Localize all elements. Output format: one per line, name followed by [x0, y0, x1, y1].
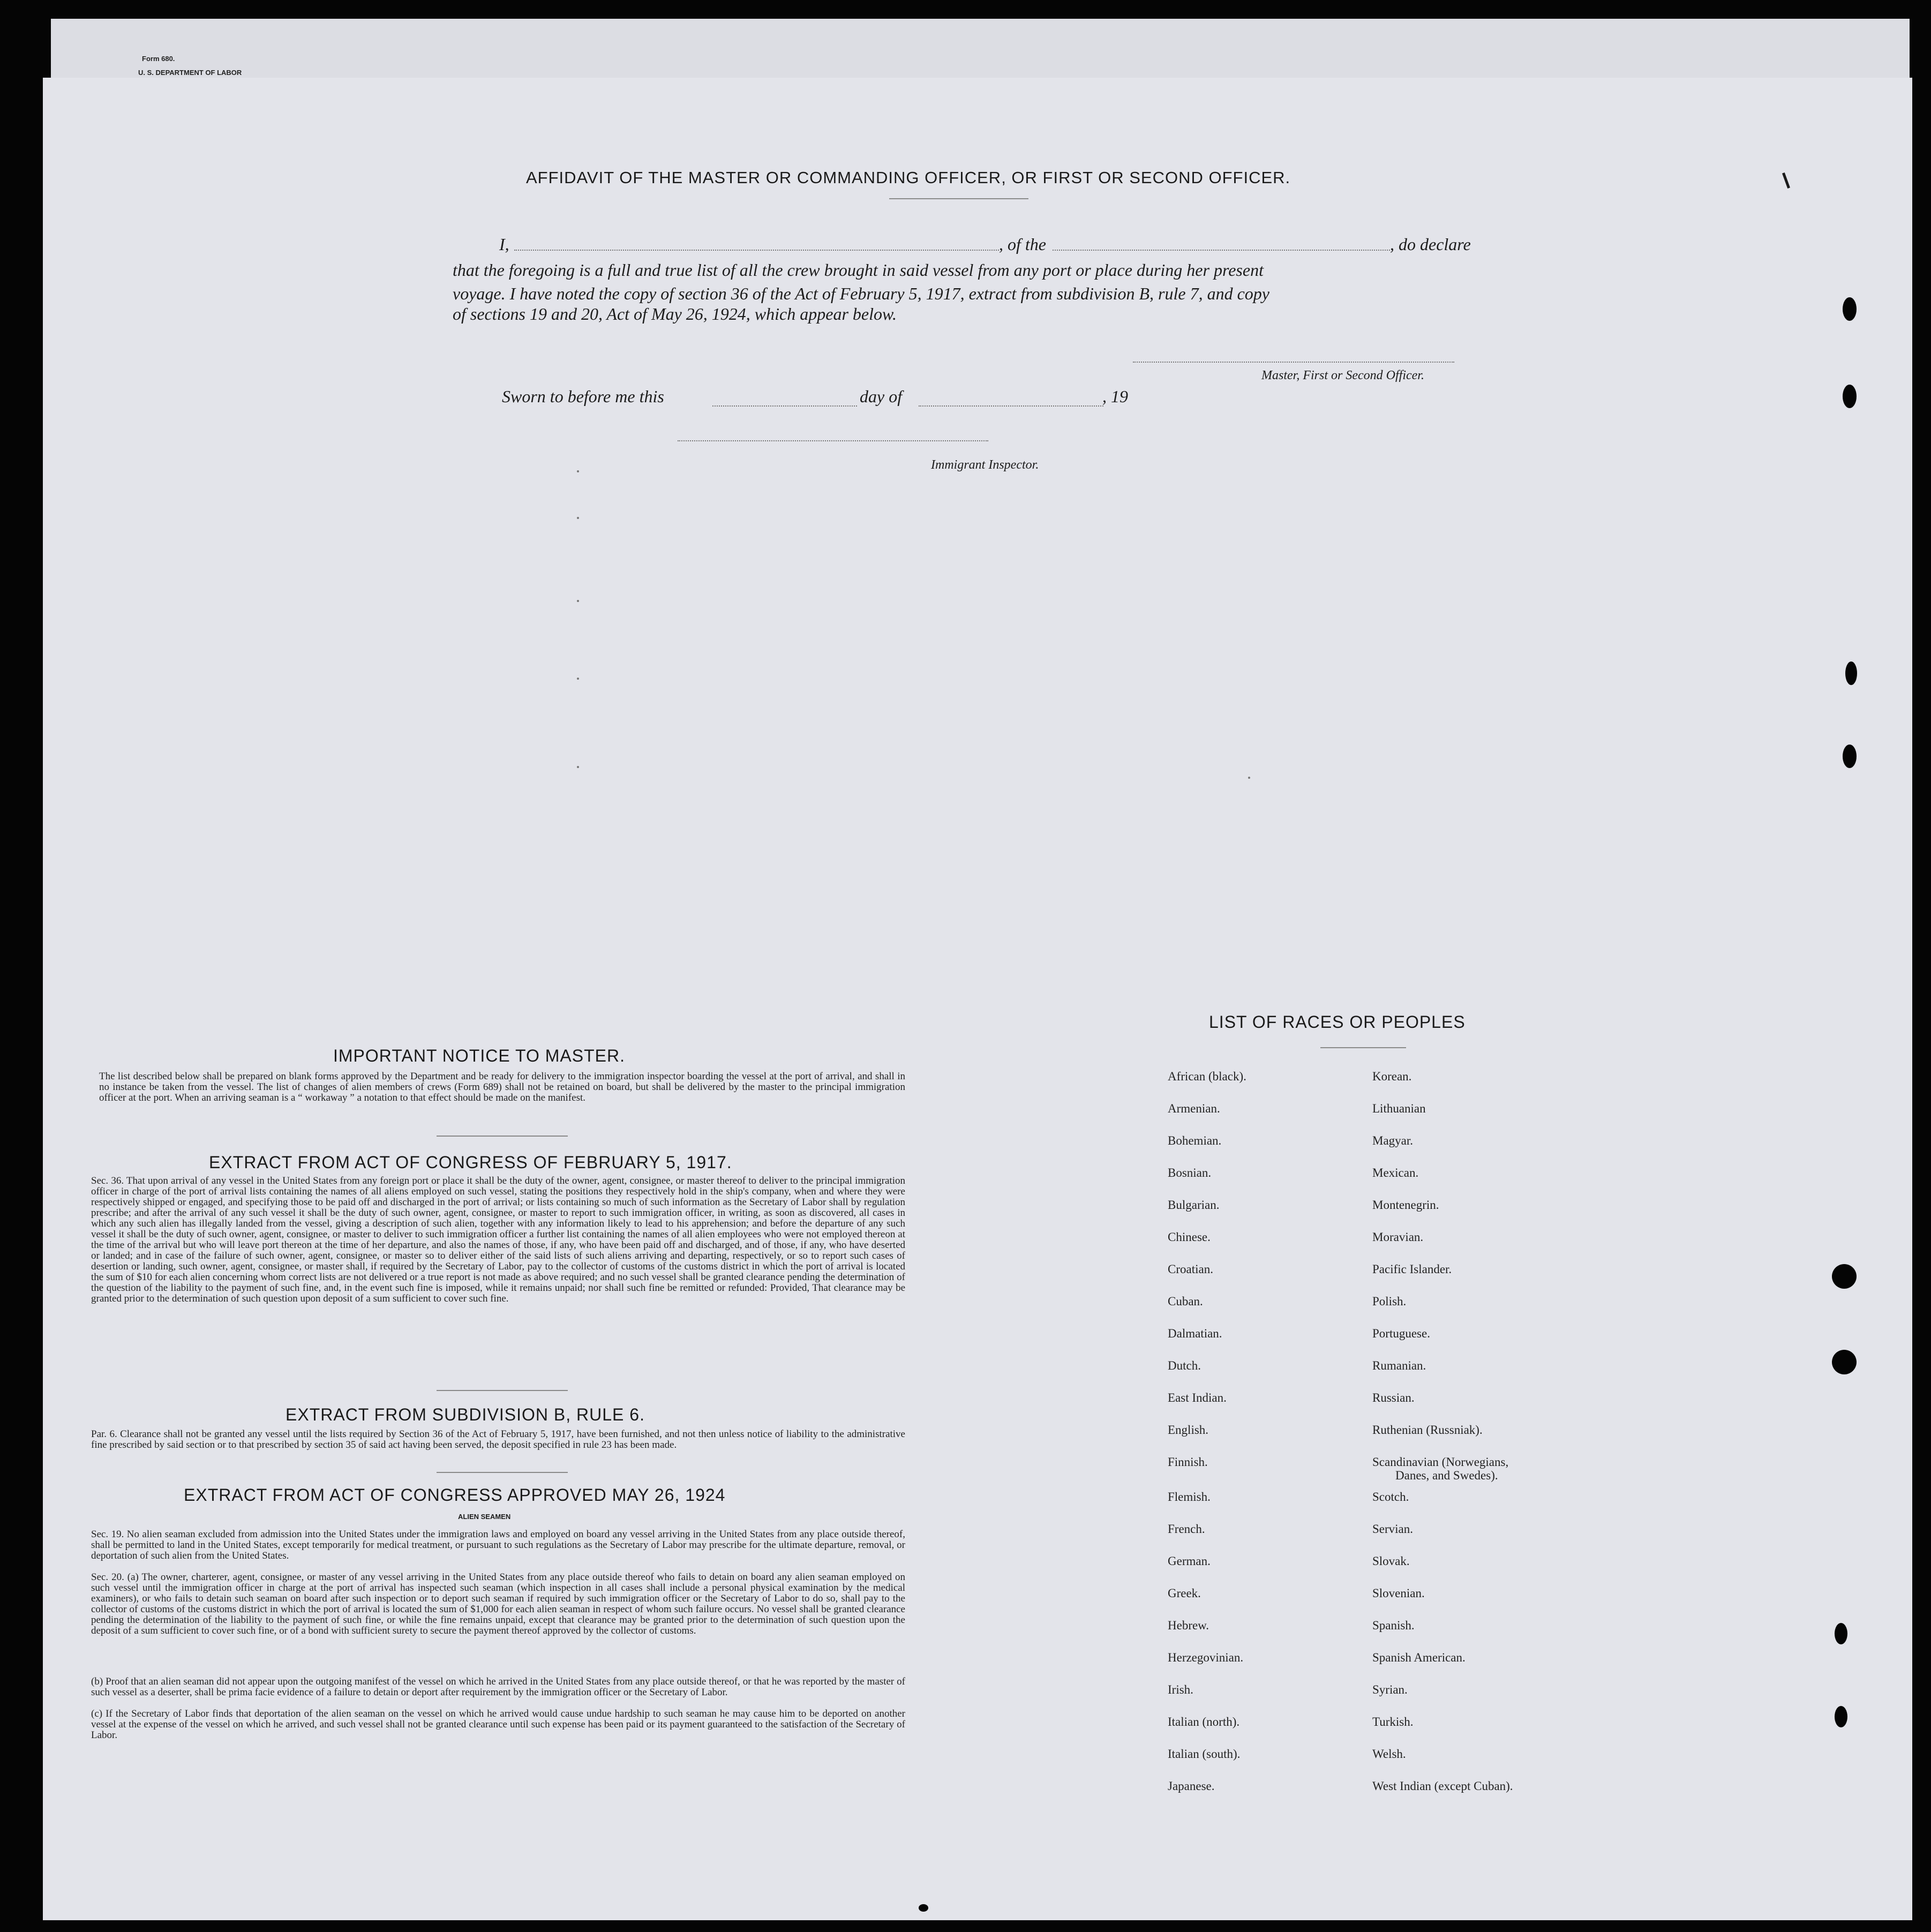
extract-1917-text: Sec. 36. That upon arrival of any vessel in the United States from any foreign port or place it shall be the duty of the owner, agent, consignee, or master thereof to deliver to the principal immigration officer in charge of the port of arrival lists containing the names of all aliens employed on such vessel, stating the positions they respectively hold in the ship's company, when and where they were respectively shipped or engaged, and specifying those to be paid off and discharged in the port of arrival; or lists containing so much of such information as the Secretary of Labor shall by regulation prescribe; and after the arrival of any such vessel it shall be the duty of such owner, agent, consignee, or master to report to such immigration officer, in writing, as soon as discovered, all cases in which any such alien has illegally landed from the vessel, giving a description of such alien, together with any information likely to lead to his apprehension; and before the departure of any such vessel it shall be the duty of such owner, agent, consignee, or master to deliver to such immigration officer a further list containing the names of all alien employees who were not employed thereon at the time of the arrival but who will leave port thereon at the time of her departure, and also the names of those, if any, who have been paid off and discharged, and of those, if any, who have deserted or landed; and in case of the failure of such owner, agent, consignee, or master so to deliver either of the said lists of such aliens arriving and departing, respectively, or so to report such cases of desertion or landing, such owner, agent, consignee, or master shall, if required by the Secretary of Labor, pay to the collector of customs of the customs district in which the port of arrival is located the sum of $10 for each alien concerning whom correct lists are not delivered or a true report is not made as above required; and no such vessel shall be granted clearance pending the determination of the question of the liability to the payment of such fine, and, in the event such fine is imposed, while it remains unpaid; nor shall such fine be remitted or refunded: Provided, That clearance may be granted prior to the determination of such question upon deposit of a sum sufficient to cover such fine. [91, 1175, 905, 1304]
divider [1320, 1047, 1406, 1048]
affidavit-body-line1: that the foregoing is a full and true list of all the crew brought in said vessel from any port or place during her present [453, 260, 1264, 280]
ink-mark [919, 1904, 928, 1912]
sec20b-text: (b) Proof that an alien seaman did not appear upon the outgoing manifest of the vessel on which he arrived in the United States from any place outside thereof, or that he was reported by the master of such vessel as a deserter, shall be prima facie evidence of a failure to detain or deport after requirement by the immigration officer or the Secretary of Labor. [91, 1676, 905, 1698]
divider [437, 1472, 568, 1473]
day-of-label: day of [860, 387, 903, 406]
affidavit-i: I, [499, 235, 509, 254]
day-blank [712, 405, 857, 407]
binder-hole [1843, 297, 1857, 321]
race-left-item: French. [1168, 1522, 1205, 1536]
race-left-item: Hebrew. [1168, 1619, 1209, 1632]
race-left-item: Herzegovinian. [1168, 1651, 1244, 1664]
race-left-item: German. [1168, 1554, 1211, 1568]
signature-blank [1133, 362, 1454, 363]
binder-hole [1845, 661, 1857, 685]
department-label: U. S. DEPARTMENT OF LABOR [138, 69, 242, 77]
race-left-item: Chinese. [1168, 1230, 1211, 1244]
race-right-item: Slovenian. [1372, 1587, 1425, 1600]
race-left-item: Croatian. [1168, 1262, 1213, 1276]
race-right-item: Pacific Islander. [1372, 1262, 1452, 1276]
speck [577, 517, 579, 519]
divider [889, 198, 1028, 199]
race-right-item: Russian. [1372, 1391, 1415, 1404]
race-right-item: Slovak. [1372, 1554, 1410, 1568]
name-blank [514, 250, 999, 251]
extract-1917-title: EXTRACT FROM ACT OF CONGRESS OF FEBRUARY 5, 1917. [209, 1153, 732, 1172]
race-right-item: Scotch. [1372, 1490, 1409, 1503]
speck [577, 766, 579, 768]
binder-hole [1832, 1264, 1857, 1289]
race-left-item: Dutch. [1168, 1359, 1201, 1372]
form-number: Form 680. [142, 55, 175, 63]
affidavit-title: AFFIDAVIT OF THE MASTER OR COMMANDING OFFICER, OR FIRST OR SECOND OFFICER. [526, 168, 1291, 187]
race-left-item: Greek. [1168, 1587, 1201, 1600]
race-right-continuation: Danes, and Swedes). [1395, 1469, 1498, 1482]
binder-hole [1843, 385, 1857, 408]
race-right-item: Moravian. [1372, 1230, 1424, 1244]
binder-hole [1835, 1706, 1847, 1727]
race-left-item: Flemish. [1168, 1490, 1211, 1503]
race-left-item: Bohemian. [1168, 1134, 1222, 1147]
vessel-blank [1053, 250, 1390, 251]
race-right-item: Scandinavian (Norwegians, [1372, 1455, 1509, 1469]
race-right-item: West Indian (except Cuban). [1372, 1779, 1513, 1793]
extract-rule6-text: Par. 6. Clearance shall not be granted any vessel until the lists required by Section 36 of the Act of February 5, 1917, have been furnished, and not then unless notice of liability to the administrative fine prescribed by said section or to that prescribed by section 35 of said act having been served, the deposit specified in rule 23 has been made. [91, 1429, 905, 1450]
race-right-item: Mexican. [1372, 1166, 1419, 1179]
divider [437, 1136, 568, 1137]
race-right-item: Ruthenian (Russniak). [1372, 1423, 1483, 1437]
race-left-item: Finnish. [1168, 1455, 1208, 1469]
notice-text: The list described below shall be prepared on blank forms approved by the Department and be ready for delivery to the immigration inspector boarding the vessel at the port of arrival, and shall in no instance be taken from the vessel. The list of changes of alien members of crews (Form 689) shall not be retained on board, but shall be delivered by the master to the principal immigration officer at the port. When an arriving seaman is a “ workaway ” a notation to that effect should be made on the manifest. [99, 1071, 905, 1103]
race-right-item: Servian. [1372, 1522, 1414, 1536]
binder-hole [1832, 1350, 1857, 1374]
affidavit-body-line2: voyage. I have noted the copy of section 36 of the Act of February 5, 1917, extract from subdivision B, rule 7, and copy [453, 284, 1269, 303]
extract-rule6-title: EXTRACT FROM SUBDIVISION B, RULE 6. [285, 1405, 645, 1424]
race-right-item: Spanish American. [1372, 1651, 1466, 1664]
race-right-item: Syrian. [1372, 1683, 1408, 1696]
race-left-item: East Indian. [1168, 1391, 1227, 1404]
race-right-item: Lithuanian [1372, 1102, 1426, 1115]
speck [577, 600, 579, 602]
race-left-item: Japanese. [1168, 1779, 1215, 1793]
speck [577, 678, 579, 680]
race-left-item: Italian (south). [1168, 1747, 1241, 1761]
race-right-item: Magyar. [1372, 1134, 1414, 1147]
sworn-label: Sworn to before me this [502, 387, 664, 406]
binder-hole [1843, 745, 1857, 768]
affidavit-body-line3: of sections 19 and 20, Act of May 26, 1924, which appear below. [453, 304, 897, 324]
race-right-item: Spanish. [1372, 1619, 1415, 1632]
race-right-item: Welsh. [1372, 1747, 1406, 1761]
race-right-item: Portuguese. [1372, 1327, 1430, 1340]
race-left-item: Italian (north). [1168, 1715, 1240, 1728]
extract-1924-title: EXTRACT FROM ACT OF CONGRESS APPROVED MAY 26, 1924 [184, 1485, 726, 1505]
inspector-signature-blank [678, 440, 988, 441]
inspector-label: Immigrant Inspector. [931, 458, 1039, 472]
sec20a-text: Sec. 20. (a) The owner, charterer, agent, consignee, or master of any vessel arriving in the United States from any place outside thereof who fails to detain on board any alien seaman employed on such vessel until the immigration officer in charge at the port of arrival has inspected such seaman (which inspection in all cases shall include a personal physical examination by the medical examiners), or who fails to detain such seaman on board after such inspection or to deport such seaman if required by such immigration officer or the Secretary of Labor to do so, shall pay to the collector of customs of the customs district in which the port of arrival is located the sum of $1,000 for each alien seaman in respect of whom such failure occurs. No vessel shall be granted clearance pending the determination of the liability to the payment of such fine, or while the fine remains unpaid, except that clearance may be granted prior to the determination of such question upon the deposit of a sum sufficient to cover such fine, or of a bond with sufficient surety to secure the payment thereof approved by the collector of customs. [91, 1572, 905, 1636]
form-page [43, 78, 1912, 1920]
race-right-item: Turkish. [1372, 1715, 1414, 1728]
race-left-item: Irish. [1168, 1683, 1193, 1696]
month-blank [919, 405, 1103, 407]
alien-seamen-subtitle: ALIEN SEAMEN [458, 1513, 511, 1521]
race-left-item: English. [1168, 1423, 1209, 1437]
race-left-item: Armenian. [1168, 1102, 1220, 1115]
notice-title: IMPORTANT NOTICE TO MASTER. [333, 1046, 625, 1065]
race-right-item: Korean. [1372, 1070, 1412, 1083]
divider [437, 1390, 568, 1391]
speck [1248, 777, 1250, 779]
signer-label: Master, First or Second Officer. [1261, 369, 1424, 382]
race-left-item: Cuban. [1168, 1295, 1203, 1308]
races-title: LIST OF RACES OR PEOPLES [1209, 1012, 1466, 1032]
affidavit-of-the: , of the [999, 235, 1046, 254]
affidavit-do-declare: , do declare [1390, 235, 1471, 254]
race-left-item: Dalmatian. [1168, 1327, 1222, 1340]
binder-hole [1835, 1623, 1847, 1644]
race-right-item: Rumanian. [1372, 1359, 1426, 1372]
speck [577, 470, 579, 472]
sec20c-text: (c) If the Secretary of Labor finds that deportation of the alien seaman on the vessel on which he arrived would cause undue hardship to such seaman he may cause him to be deported on another vessel at the expense of the vessel on which he arrived, and such vessel shall not be granted clearance until such expense has been paid or its payment guaranteed to the satisfaction of the Secretary of Labor. [91, 1708, 905, 1741]
race-right-item: Montenegrin. [1372, 1198, 1439, 1212]
race-right-item: Polish. [1372, 1295, 1407, 1308]
race-left-item: African (black). [1168, 1070, 1246, 1083]
race-left-item: Bulgarian. [1168, 1198, 1220, 1212]
year-prefix: , 19 [1102, 387, 1128, 406]
sec19-text: Sec. 19. No alien seaman excluded from admission into the United States under the immigration laws and employed on board any vessel arriving in the United States from any place outside thereof, shall be permitted to land in the United States, except temporarily for medical treatment, or pursuant to such regulations as the Secretary of Labor may prescribe for the ultimate departure, removal, or deportation of such alien from the United States. [91, 1529, 905, 1561]
race-left-item: Bosnian. [1168, 1166, 1212, 1179]
